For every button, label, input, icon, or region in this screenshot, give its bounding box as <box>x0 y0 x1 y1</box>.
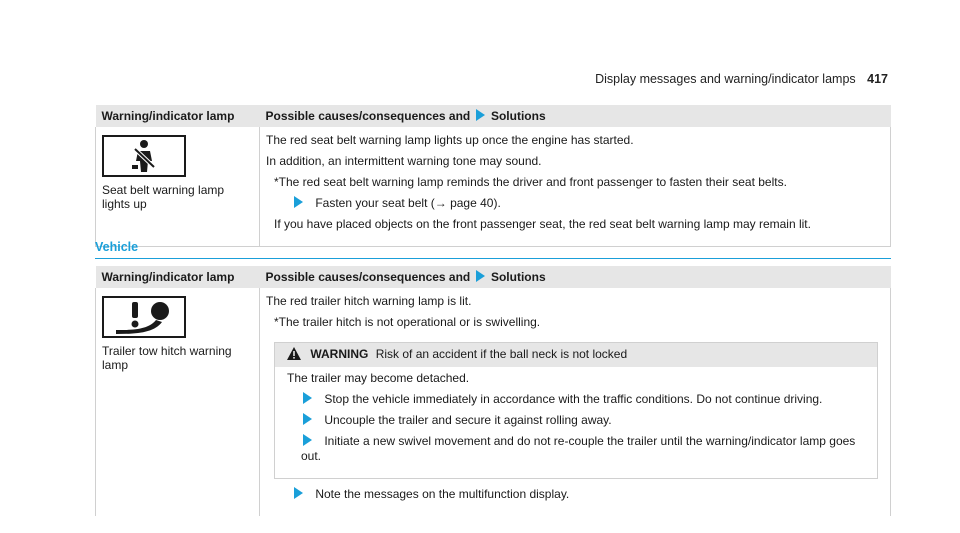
cause-text: If you have placed objects on the front passenger seat, the red seat belt warning lamp may remain lit. <box>274 217 811 231</box>
solution-step: Fasten your seat belt (→ page 40). <box>266 196 884 211</box>
section-title: Vehicle <box>95 240 891 259</box>
trailer-hitch-icon <box>102 296 186 338</box>
warning-intro: The trailer may become detached. <box>287 371 470 385</box>
warning-label: WARNING <box>310 347 369 361</box>
arrow-icon <box>294 196 303 208</box>
cause-text: The red seat belt warning lamp lights up once the engine has started. <box>266 133 634 147</box>
warning-header <box>275 343 877 367</box>
seat-belt-icon <box>102 135 186 177</box>
page-number: 417 <box>867 72 888 86</box>
causes-cell <box>260 127 891 247</box>
lamp-column-header: Warning/indicator lamp <box>96 105 260 127</box>
warning-box <box>274 342 878 479</box>
causes-cell <box>260 288 891 516</box>
causes-column-header: Possible causes/consequences and Solutions <box>260 105 891 127</box>
arrow-icon <box>303 413 312 425</box>
page-header <box>595 72 888 86</box>
warning-body <box>275 367 877 478</box>
arrow-icon <box>476 270 485 282</box>
warning-step: Uncouple the trailer and secure it against rolling away. <box>287 413 865 428</box>
trailer-hitch-table <box>95 266 891 516</box>
lamp-label: Seat belt warning lamp lights up <box>102 183 225 211</box>
lamp-column-header: Warning/indicator lamp <box>96 266 260 288</box>
cause-text: *The red seat belt warning lamp reminds the driver and front passenger to fasten their seat belts. <box>274 175 787 189</box>
arrow-icon <box>476 109 485 121</box>
arrow-icon <box>303 434 312 446</box>
cause-text: In addition, an intermittent warning tone may sound. <box>266 154 542 168</box>
solution-step: Note the messages on the multifunction display. <box>266 487 884 502</box>
cause-text: *The trailer hitch is not operational or is swivelling. <box>274 315 541 329</box>
warning-step: Initiate a new swivel movement and do not re-couple the trailer until the warning/indicator lamp goes out. <box>301 434 856 463</box>
causes-column-header: Possible causes/consequences and Solutions <box>260 266 891 288</box>
seat-belt-table <box>95 105 891 247</box>
warning-triangle-icon <box>287 347 301 363</box>
warning-step: Stop the vehicle immediately in accordance with the traffic conditions. Do not continue driving. <box>287 392 865 407</box>
lamp-label: Trailer tow hitch warning lamp <box>102 344 232 372</box>
warning-title: Risk of an accident if the ball neck is not locked <box>375 347 628 361</box>
cause-text: The red trailer hitch warning lamp is lit. <box>266 294 472 308</box>
header-title: Display messages and warning/indicator lamps <box>595 72 856 86</box>
arrow-icon <box>294 487 303 499</box>
arrow-icon <box>303 392 312 404</box>
lamp-cell <box>96 127 260 247</box>
lamp-cell <box>96 288 260 516</box>
